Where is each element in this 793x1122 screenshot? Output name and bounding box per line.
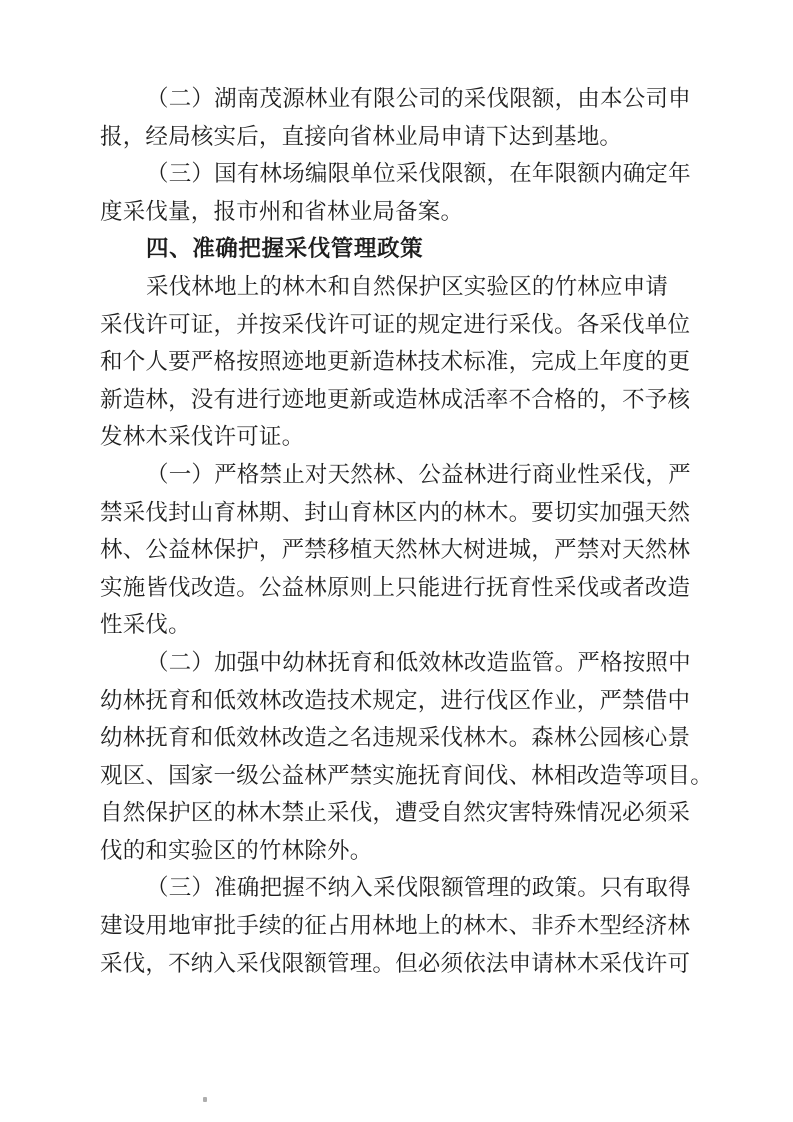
- text-line: 性采伐。: [100, 612, 191, 638]
- text-line: 度采伐量，报市州和省林业局备案。: [100, 198, 464, 224]
- text-line: 伐的和实验区的竹林除外。: [100, 837, 373, 863]
- text-line: 幼林抚育和低效林改造技术规定，进行伐区作业，严禁借中: [100, 687, 691, 713]
- text-line: 采伐，不纳入采伐限额管理。但必须依法申请林木采伐许可: [100, 950, 691, 976]
- text-line: 四、准确把握采伐管理政策: [146, 236, 424, 262]
- text-line: 采伐林地上的林木和自然保护区实验区的竹林应申请: [146, 273, 669, 299]
- text-line: 观区、国家一级公益林严禁实施抚育间伐、林相改造等项目。: [100, 762, 713, 788]
- text-line: 报，经局核实后，直接向省林业局申请下达到基地。: [100, 123, 623, 149]
- paragraph: [100, 80, 704, 155]
- text-line: （二）湖南茂源林业有限公司的采伐限额，由本公司申: [146, 86, 691, 111]
- text-line: （二）加强中幼林抚育和低效林改造监管。严格按照中: [146, 649, 691, 675]
- paragraph: [100, 268, 704, 456]
- text-line: 建设用地审批手续的征占用林地上的林木、非乔木型经济林: [100, 913, 691, 939]
- text-line: （一）严格禁止对天然林、公益林进行商业性采伐，严: [146, 461, 691, 487]
- text-line: 禁采伐封山育林期、封山育林区内的林木。要切实加强天然: [100, 499, 691, 525]
- paragraph: [100, 155, 704, 230]
- text-line: 采伐许可证，并按采伐许可证的规定进行采伐。各采伐单位: [100, 311, 691, 337]
- paragraph: [100, 456, 704, 644]
- text-line: 自然保护区的林木禁止采伐，遭受自然灾害特殊情况必须采: [100, 800, 691, 826]
- text-line: （三）国有林场编限单位采伐限额，在年限额内确定年: [146, 161, 691, 187]
- text-line: 幼林抚育和低效林改造之名违规采伐林木。森林公园核心景: [100, 725, 691, 751]
- document-body: [100, 80, 713, 982]
- text-line: 实施皆伐改造。公益林原则上只能进行抚育性采伐或者改造: [100, 574, 691, 600]
- paragraph: [100, 869, 704, 982]
- text-line: 和个人要严格按照迹地更新造林技术标准，完成上年度的更: [100, 349, 691, 375]
- text-line: 发林木采伐许可证。: [100, 424, 305, 450]
- section-heading: [100, 230, 704, 268]
- text-line: 新造林，没有进行迹地更新或造林成活率不合格的，不予核: [100, 386, 691, 412]
- text-line: （三）准确把握不纳入采伐限额管理的政策。只有取得: [146, 875, 691, 901]
- scan-artifact: [203, 1097, 207, 1102]
- paragraph: [100, 644, 713, 870]
- text-line: 林、公益林保护，严禁移植天然林大树进城，严禁对天然林: [100, 537, 691, 563]
